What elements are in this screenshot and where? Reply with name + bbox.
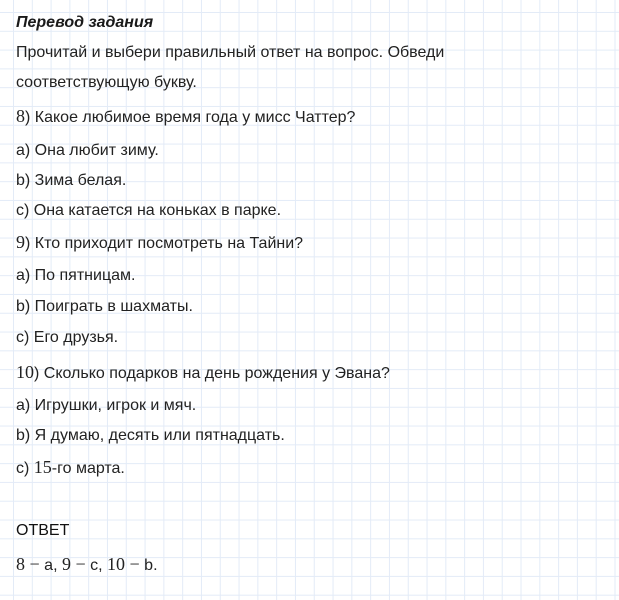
answer-q10-number: 10 (107, 554, 125, 574)
answer-q10-letter: b (144, 557, 154, 574)
question-number: 9 (16, 232, 25, 252)
question-9-option-a: a) По пятницам. (16, 267, 136, 284)
question-10-option-b: b) Я думаю, десять или пятнадцать. (16, 427, 285, 444)
instruction-line-1: Прочитай и выбери правильный ответ на вопрос. Обведи (16, 44, 445, 61)
question-text: ) Кто приходит посмотреть на Тайни? (25, 235, 304, 252)
answer-period: . (153, 557, 158, 574)
answer-q8-letter: a (44, 557, 54, 574)
question-number: 8 (16, 106, 25, 126)
question-10 (16, 362, 390, 383)
answer-q9-letter: c (90, 557, 99, 574)
question-8 (16, 106, 355, 127)
question-10-option-a: a) Игрушки, игрок и мяч. (16, 397, 197, 414)
answer-line (16, 554, 158, 575)
question-9-option-b: b) Поиграть в шахматы. (16, 298, 193, 315)
question-8-option-c: c) Она катается на коньках в парке. (16, 202, 282, 219)
answer-q8-number: 8 (16, 554, 25, 574)
answer-q9-number: 9 (61, 554, 71, 574)
answer-separator: − (125, 554, 145, 574)
answer-comma: , (98, 557, 107, 574)
question-text: ) Сколько подарков на день рождения у Эвана? (34, 365, 390, 382)
question-10-option-c (16, 457, 125, 478)
answer-separator: − (25, 554, 45, 574)
question-9 (16, 232, 303, 253)
option-number: 15 (33, 457, 52, 477)
question-9-option-c: c) Его друзья. (16, 329, 119, 346)
answer-comma: , (53, 557, 62, 574)
question-number: 10 (16, 362, 34, 382)
question-8-option-a: a) Она любит зиму. (16, 142, 159, 159)
question-text: ) Какое любимое время года у мисс Чаттер? (25, 109, 356, 126)
answer-heading: ОТВЕТ (16, 522, 70, 539)
answer-separator: − (70, 554, 91, 574)
option-prefix: c) (16, 460, 34, 477)
question-8-option-b: b) Зима белая. (16, 172, 127, 189)
task-title: Перевод задания (16, 14, 154, 31)
option-text: -го марта. (51, 460, 125, 477)
instruction-line-2: соответствующую букву. (16, 74, 197, 91)
